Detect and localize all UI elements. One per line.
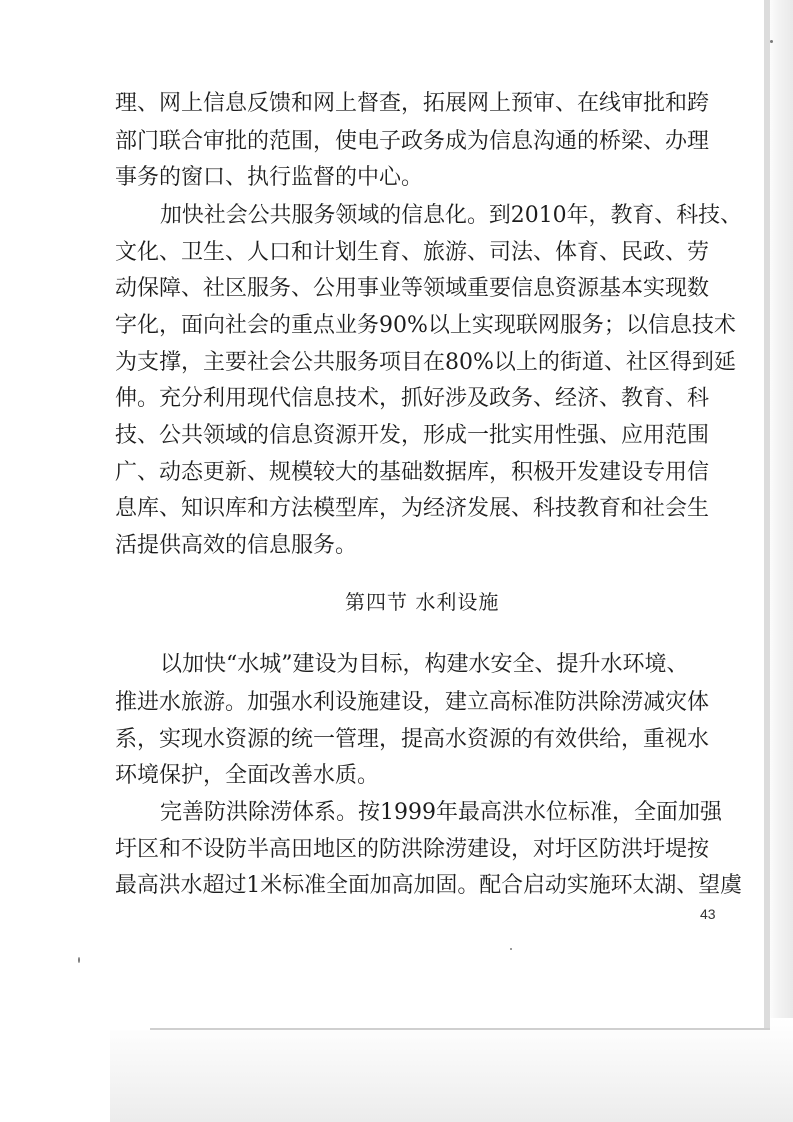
- line-text: 推进水旅游。加强水利设施建设，建立高标准防洪除涝减灾体: [115, 690, 710, 715]
- paragraph-line: [0, 797, 793, 829]
- paragraph-line: [0, 88, 793, 120]
- line-text: 以加快“水城”建设为目标，构建水安全、提升水环境、: [160, 652, 689, 677]
- line-text: 伸。充分利用现代信息技术，抓好涉及政务、经济、教育、科: [115, 386, 710, 411]
- line-text: 部门联合审批的范围，使电子政务成为信息沟通的桥梁、办理: [115, 129, 710, 154]
- paragraph-line: [0, 724, 793, 756]
- paragraph-line: [0, 760, 793, 792]
- paragraph-line: [0, 457, 793, 489]
- paragraph-line: [0, 310, 793, 342]
- line-text: 环境保护，全面改善水质。: [115, 763, 380, 788]
- scan-background-bottom: [110, 1018, 793, 1122]
- paragraph-line: [0, 687, 793, 719]
- paragraph-line: [0, 347, 793, 379]
- paragraph-line: [0, 383, 793, 415]
- line-text: 字化，面向社会的重点业务90%以上实现联网服务；以信息技术: [115, 313, 736, 338]
- paragraph-line: [0, 530, 793, 562]
- line-text: 息库、知识库和方法模型库，为经济发展、科技教育和社会生: [115, 496, 710, 521]
- line-text: 为支撑，主要社会公共服务项目在80%以上的街道、社区得到延: [115, 350, 736, 375]
- line-text: 技、公共领域的信息资源开发，形成一批实用性强、应用范围: [115, 423, 710, 448]
- page-bottom-edge: [150, 1028, 770, 1030]
- line-text: 理、网上信息反馈和网上督查，拓展网上预审、在线审批和跨: [115, 91, 710, 116]
- line-text: 动保障、社区服务、公用事业等领域重要信息资源基本实现数: [115, 276, 710, 301]
- page-number: 43: [700, 906, 716, 922]
- paragraph-line: [0, 273, 793, 305]
- paragraph-line: [0, 420, 793, 452]
- paragraph-line: [0, 237, 793, 269]
- scan-speck: [770, 40, 773, 43]
- line-text: 加快社会公共服务领域的信息化。到2010年，教育、科技、: [160, 203, 743, 228]
- line-text: 事务的窗口、执行监督的中心。: [115, 165, 424, 190]
- scan-speck: [78, 957, 80, 963]
- paragraph-line: [0, 834, 793, 866]
- paragraph-line: [0, 649, 793, 681]
- line-text: 广、动态更新、规模较大的基础数据库，积极开发建设专用信: [115, 460, 710, 485]
- scan-speck: [510, 948, 512, 950]
- line-text: 最高洪水超过1米标准全面加高加固。配合启动实施环太湖、望虞: [115, 873, 742, 898]
- line-text: 活提供高效的信息服务。: [115, 533, 358, 558]
- section-heading-text: 第四节 水利设施: [345, 590, 500, 614]
- paragraph-line: [0, 870, 793, 902]
- paragraph-line: [0, 126, 793, 158]
- paragraph-line: [0, 493, 793, 525]
- line-text: 完善防洪除涝体系。按1999年最高洪水位标准，全面加强: [160, 800, 722, 825]
- section-heading: [0, 587, 793, 617]
- line-text: 圩区和不设防半高田地区的防洪除涝建设，对圩区防洪圩堤按: [115, 837, 710, 862]
- line-text: 文化、卫生、人口和计划生育、旅游、司法、体育、民政、劳: [115, 240, 710, 265]
- paragraph-line: [0, 200, 793, 232]
- line-text: 系，实现水资源的统一管理，提高水资源的有效供给，重视水: [115, 727, 710, 752]
- paragraph-line: [0, 162, 793, 194]
